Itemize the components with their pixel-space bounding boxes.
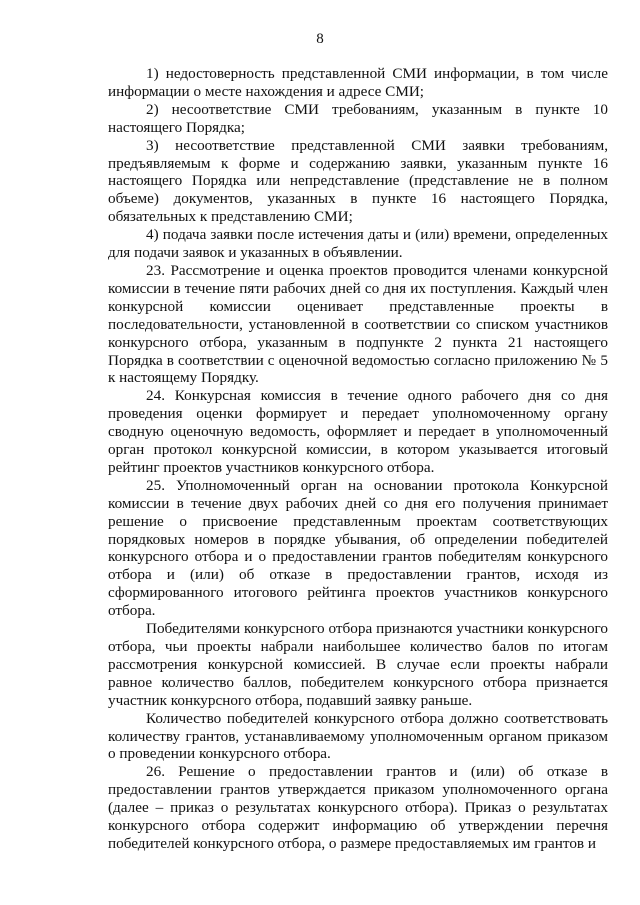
paragraph-item-1: 1) недостоверность представленной СМИ информации, в том числе информации о месте нахождения и адресе СМИ; bbox=[108, 65, 608, 100]
paragraph-section-25: 25. Уполномоченный орган на основании протокола Конкурсной комиссии в течение двух рабочих дней со дня его получения принимает решение о присвоение представленным проектам соответствующих порядковых номеров в порядке убывания, об определении победителей конкурсного отбора и о предоставлении грантов победителям конкурсного отбора и (или) об отказе в предоставлении грантов, исходя из сформированного итогового рейтинга проектов участников конкурсного отбора. bbox=[108, 476, 608, 620]
paragraph-section-26: 26. Решение о предоставлении грантов и (или) об отказе в предоставлении грантов утверждается приказом уполномоченного органа (далее – приказ о результатах конкурсного отбора). Приказ о результатах конкурсного отбора содержит информацию об утверждении перечня победителей конкурсного отбора, о размере предоставляемых им грантов и bbox=[108, 763, 608, 852]
paragraph-winners-count: Количество победителей конкурсного отбора должно соответствовать количеству грантов, устанавливаемому уполномоченным органом приказом о проведении конкурсного отбора. bbox=[108, 709, 608, 763]
document-body bbox=[108, 65, 608, 853]
page-number: 8 bbox=[316, 31, 324, 47]
paragraph-winners-definition: Победителями конкурсного отбора признаются участники конкурсного отбора, чьи проекты набрали наибольшее количество балов по итогам рассмотрения конкурсной комиссией. В случае если проекты набрали равное количество баллов, победителем конкурсного отбора признается участник конкурсного отбора, подавший заявку раньше. bbox=[108, 620, 608, 709]
paragraph-section-24: 24. Конкурсная комиссия в течение одного рабочего дня со дня проведения оценки формирует и передает уполномоченному органу сводную оценочную ведомость, оформляет и передает в уполномоченный орган протокол конкурсной комиссии, в котором указывается итоговый рейтинг проектов участников конкурсного отбора. bbox=[108, 387, 608, 476]
paragraph-item-2: 2) несоответствие СМИ требованиям, указанным в пункте 10 настоящего Порядка; bbox=[108, 100, 608, 136]
paragraph-item-4: 4) подача заявки после истечения даты и (или) времени, определенных для подачи заявок и указанных в объявлении. bbox=[108, 226, 608, 262]
paragraph-section-23: 23. Рассмотрение и оценка проектов проводится членами конкурсной комиссии в течение пяти рабочих дней со дня их поступления. Каждый член конкурсной комиссии оценивает представленные проекты в последовательности, установленной в соответствии со списком участников конкурсного отбора, указанным в подпункте 2 пункта 21 настоящего Порядка в соответствии с оценочной ведомостью согласно приложению № 5 к настоящему Порядку. bbox=[108, 261, 608, 387]
paragraph-item-3: 3) несоответствие представленной СМИ заявки требованиям, предъявляемым к форме и содержанию заявки, указанным пункте 16 настоящего Порядка или непредставление (представление не в полном объеме) документов, указанных в пункте 16 настоящего Порядка, обязательных к представлению СМИ; bbox=[108, 136, 608, 226]
